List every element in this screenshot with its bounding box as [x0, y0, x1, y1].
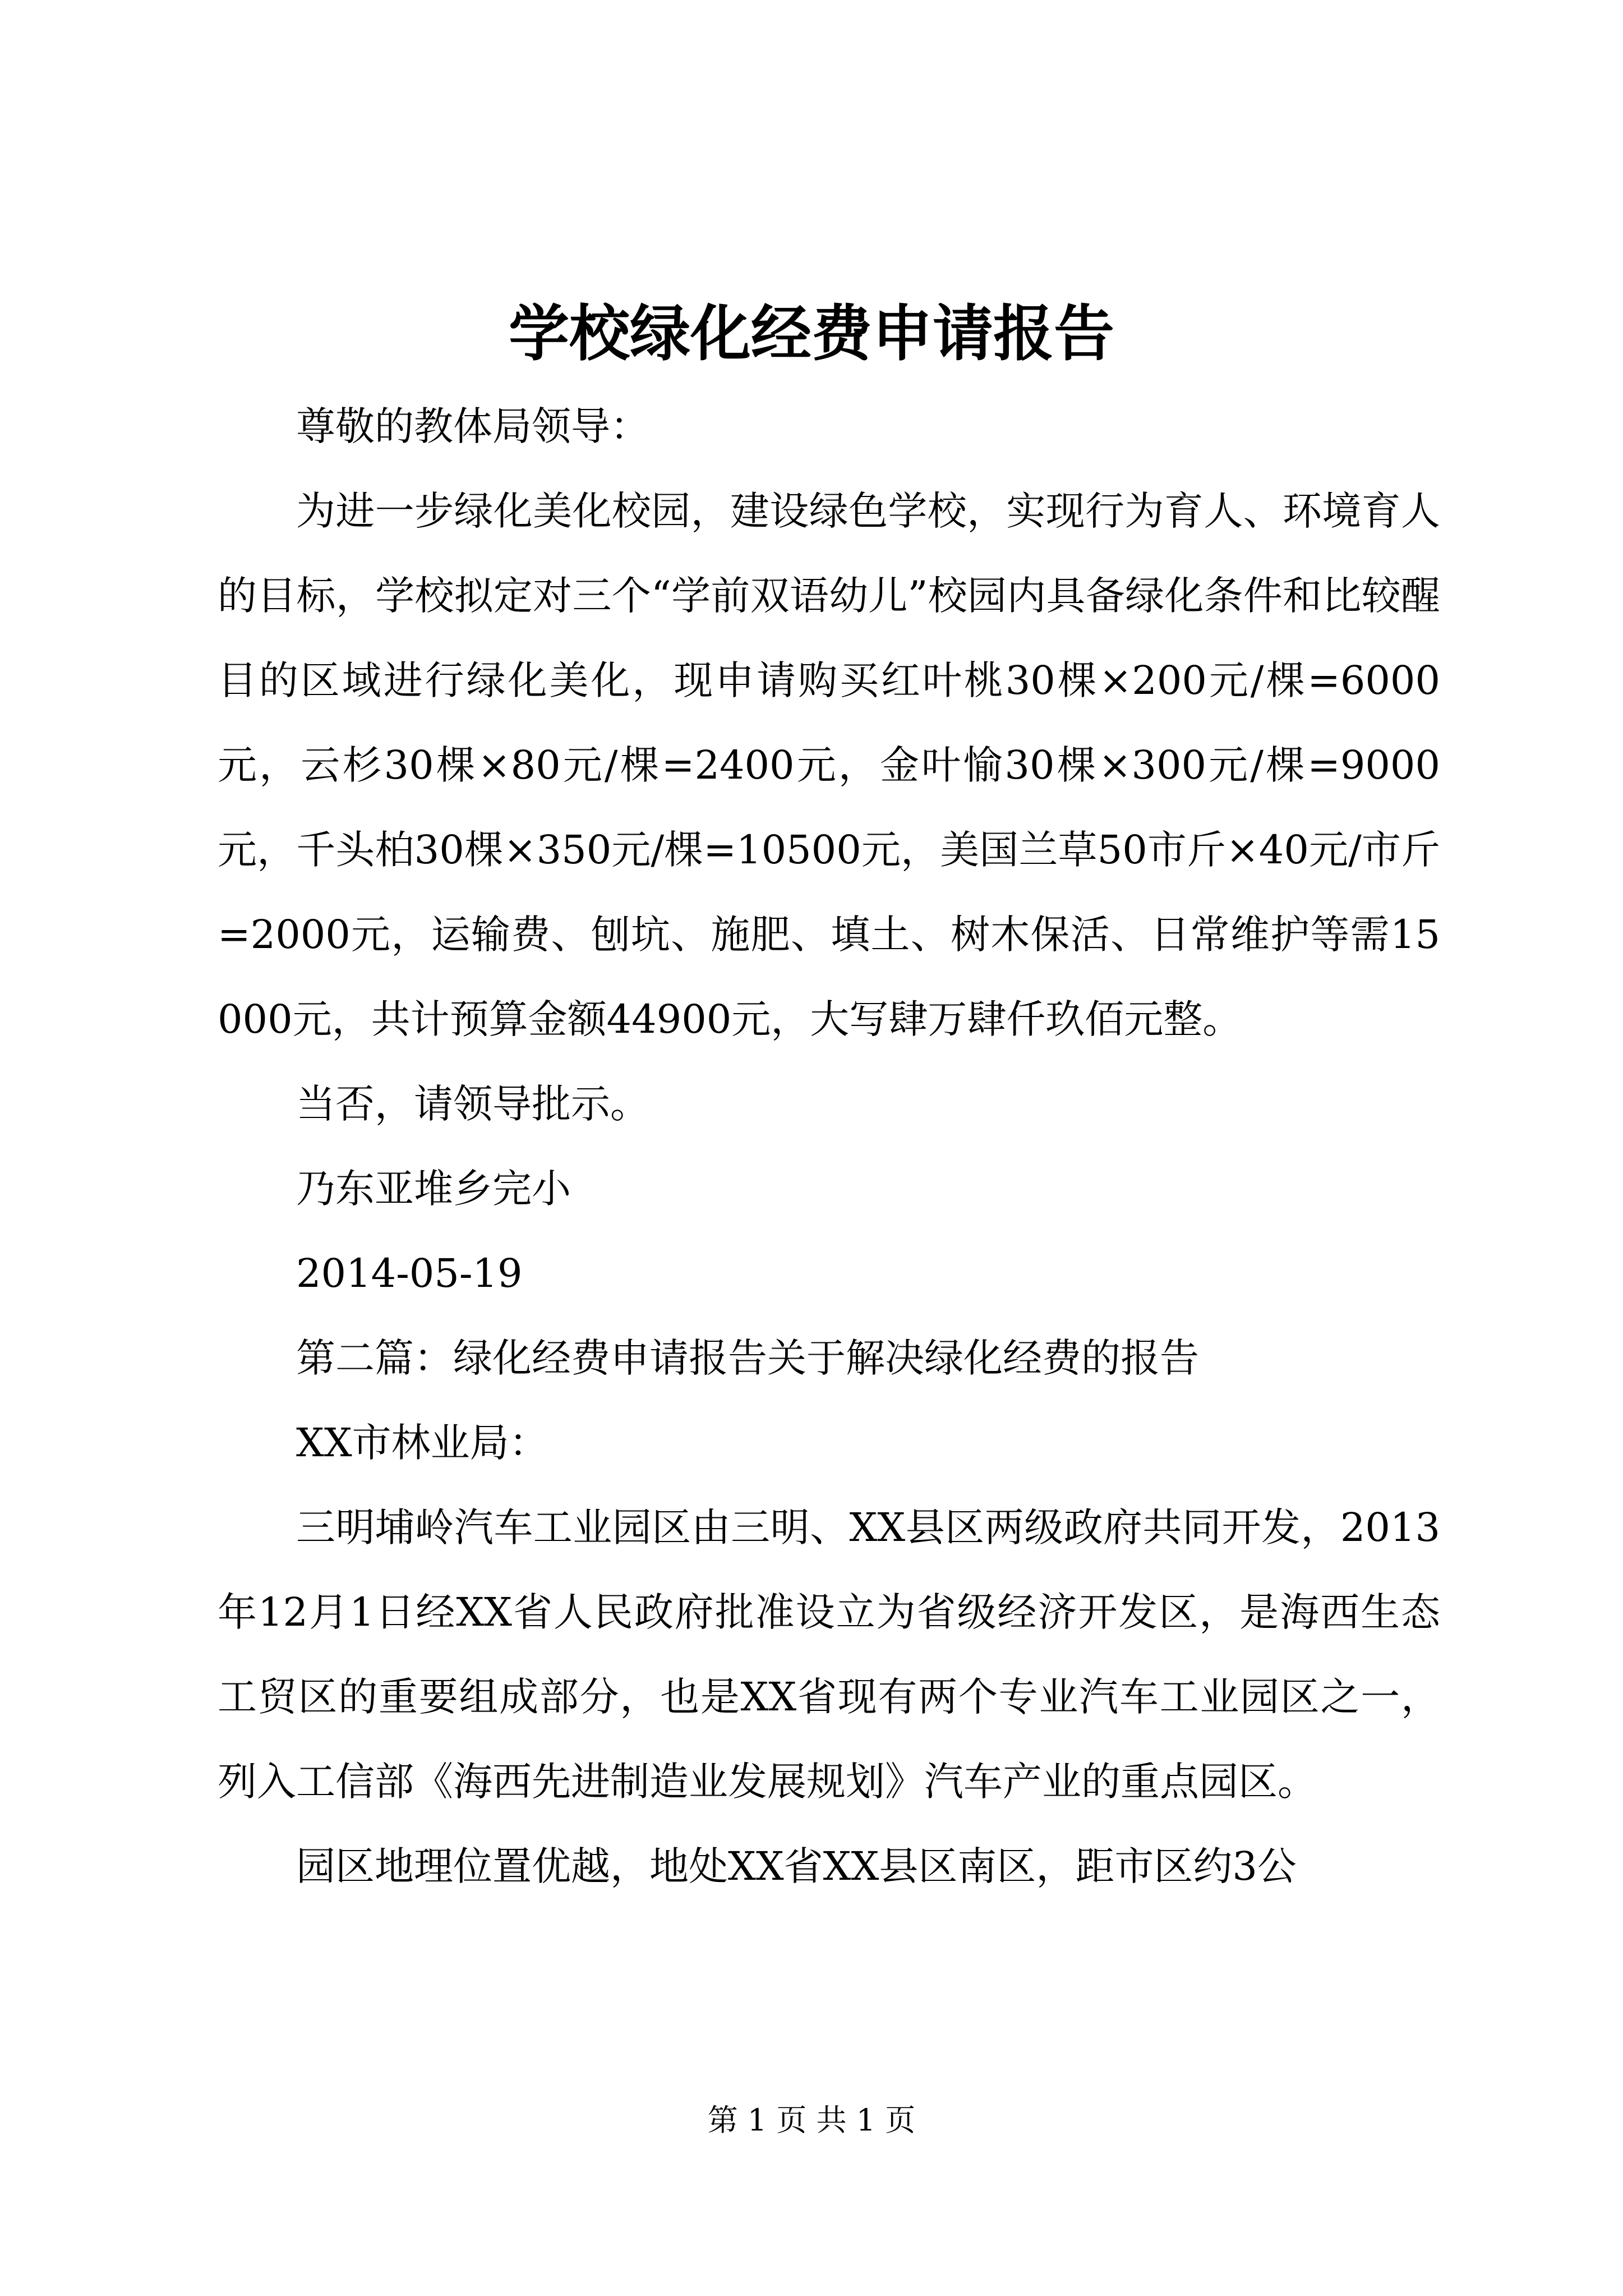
document-title: 学校绿化经费申请报告	[508, 298, 1114, 369]
document-body	[218, 384, 1440, 1909]
closing-paragraph: 当否，请领导批示。	[296, 1081, 649, 1127]
salutation-paragraph: 尊敬的教体局领导：	[296, 403, 649, 449]
date-paragraph: 2014-05-19	[296, 1250, 523, 1296]
page-number-footer: 第 1 页 共 1 页	[707, 2102, 916, 2138]
signature-paragraph: 乃东亚堆乡完小	[296, 1166, 571, 1212]
body-paragraph: 园区地理位置优越，地处XX省XX县区南区，距市区约3公	[296, 1843, 1297, 1889]
section-heading-paragraph: 第二篇：绿化经费申请报告关于解决绿化经费的报告	[296, 1335, 1199, 1381]
body-paragraph: 为进一步绿化美化校园，建设绿色学校，实现行为育人、环境育人的目标，学校拟定对三个“学前双语幼儿”校园内具备绿化条件和比较醒目的区域进行绿化美化，现申请购买红叶桃30棵×200元/棵=6000元，云杉30棵×80元/棵=2400元，金叶愉30棵×300元/棵=9000元，千头柏30棵×350元/棵=10500元，美国兰草50市斤×40元/市斤=2000元，运输费、刨坑、施肥、填土、树木保活、日常维护等需15000元，共计预算金额44900元，大写肆万肆仟玖佰元整。	[218, 488, 1440, 1042]
body-paragraph: 三明埔岭汽车工业园区由三明、XX县区两级政府共同开发，2013年12月1日经XX省人民政府批准设立为省级经济开发区，是海西生态工贸区的重要组成部分，也是XX省现有两个专业汽车工业园区之一，列入工信部《海西先进制造业发展规划》汽车产业的重点园区。	[218, 1504, 1440, 1805]
recipient-paragraph: XX市林业局：	[296, 1420, 548, 1466]
